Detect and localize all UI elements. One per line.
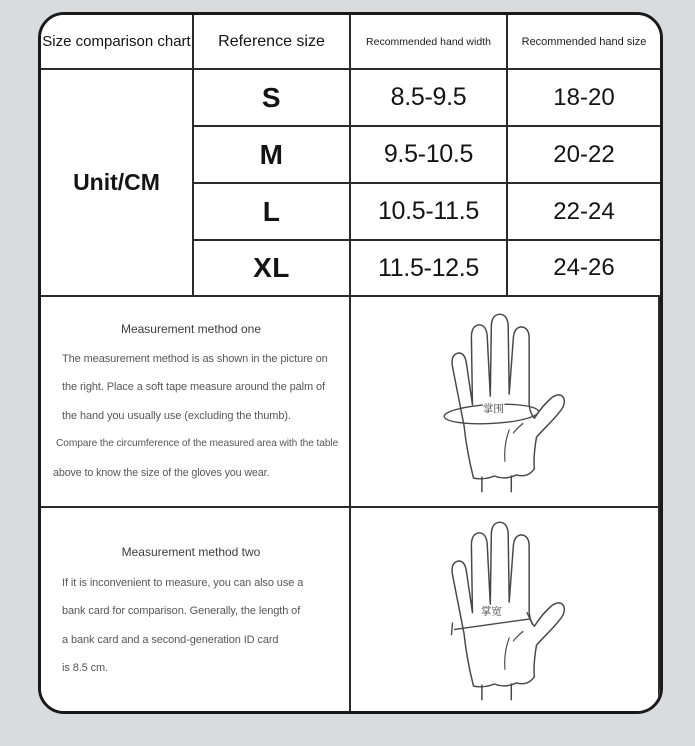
handsize-s-cell: 18-20 — [508, 70, 660, 127]
method-one-line: the hand you usually use (excluding the thumb). — [62, 409, 291, 422]
method-one-line: Compare the circumference of the measured area with the table — [56, 438, 339, 450]
handsize-xl-cell: 24-26 — [508, 241, 660, 297]
method-two-line: a bank card and a second-generation ID card — [62, 633, 279, 646]
size-s-cell: S — [194, 70, 351, 127]
method-two-illustration-cell — [351, 508, 660, 711]
method-one-line: The measurement method is as shown in the picture on — [62, 353, 328, 365]
header-reference-size: Reference size — [194, 15, 351, 70]
hand-palm-width-illustration — [442, 520, 568, 701]
measurement-method-one-section — [41, 297, 351, 508]
method-one-line: the right. Place a soft tape measure around the palm of — [62, 381, 325, 394]
measurement-method-two-section — [41, 508, 351, 711]
size-chart-card — [38, 12, 663, 714]
method-two-line: bank card for comparison. Generally, the length of — [62, 605, 301, 618]
width-l-cell: 10.5-11.5 — [351, 184, 508, 241]
palm-circumference-label: 掌围 — [482, 402, 504, 415]
method-one-illustration-cell — [351, 297, 660, 508]
header-recommended-hand-size: Recommended hand size — [508, 15, 660, 70]
method-one-line: above to know the size of the gloves you wear. — [53, 466, 270, 479]
method-one-title: Measurement method one — [120, 322, 262, 336]
hand-palm-circumference-illustration — [442, 312, 568, 493]
method-two-line: is 8.5 cm. — [62, 662, 109, 675]
width-s-cell: 8.5-9.5 — [351, 70, 508, 127]
handsize-l-cell: 22-24 — [508, 184, 660, 241]
size-l-cell: L — [194, 184, 351, 241]
header-size-comparison-chart: Size comparison chart — [41, 15, 194, 70]
method-two-line: If it is inconvenient to measure, you can also use a — [62, 577, 304, 589]
hand-outline — [452, 314, 564, 479]
hand-outline — [452, 522, 564, 687]
unit-cm-cell: Unit/CM — [41, 70, 194, 297]
size-xl-cell: XL — [194, 241, 351, 297]
method-two-title: Measurement method two — [121, 545, 261, 559]
size-m-cell: M — [194, 127, 351, 184]
width-xl-cell: 11.5-12.5 — [351, 241, 508, 297]
palm-width-label: 掌宽 — [480, 605, 502, 618]
handsize-m-cell: 20-22 — [508, 127, 660, 184]
size-chart-grid — [41, 15, 660, 711]
width-m-cell: 9.5-10.5 — [351, 127, 508, 184]
header-recommended-hand-width: Recommended hand width — [351, 15, 508, 70]
